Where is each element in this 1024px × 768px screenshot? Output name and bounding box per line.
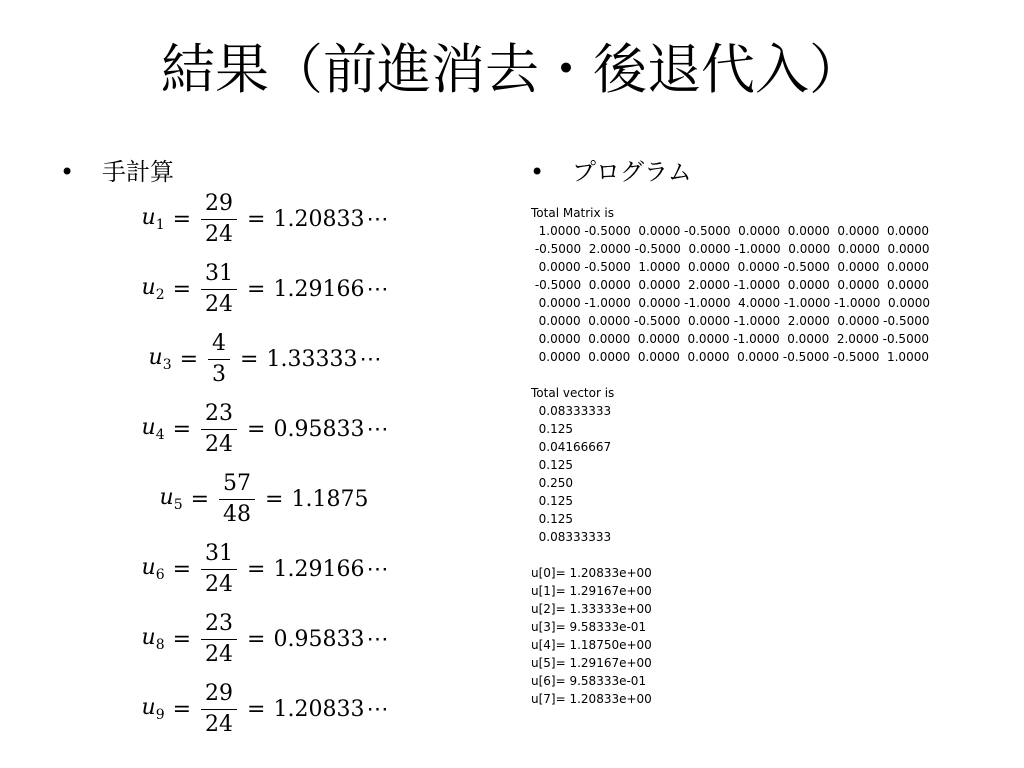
fraction-numerator: 29 bbox=[201, 189, 237, 220]
equation-variable: $u_1$ bbox=[141, 205, 165, 233]
fraction-numerator: 29 bbox=[201, 679, 237, 710]
fraction-denominator: 24 bbox=[205, 571, 234, 597]
ellipsis: ⋯ bbox=[366, 626, 389, 652]
hand-calculation-heading bbox=[60, 157, 174, 187]
equation-subscript: 9 bbox=[155, 707, 165, 723]
equation-row bbox=[120, 324, 410, 394]
ellipsis: ⋯ bbox=[366, 206, 389, 232]
vector-value: 0.08333333 bbox=[531, 404, 612, 418]
equation-subscript: 4 bbox=[155, 427, 165, 443]
equals-sign: = bbox=[240, 346, 259, 372]
ellipsis: ⋯ bbox=[366, 556, 389, 582]
decimal-value: 0.95833 bbox=[273, 626, 365, 652]
vector-value: 0.125 bbox=[531, 458, 573, 472]
decimal-value: 0.95833 bbox=[273, 416, 365, 442]
program-heading bbox=[530, 157, 692, 187]
equals-sign: = bbox=[247, 556, 266, 582]
vector-value: 0.125 bbox=[531, 512, 573, 526]
equation-subscript: 3 bbox=[162, 357, 172, 373]
fraction-numerator: 23 bbox=[201, 609, 237, 640]
equation-variable: $u_8$ bbox=[141, 625, 165, 653]
fraction bbox=[219, 469, 255, 530]
equation-row bbox=[120, 464, 410, 534]
equals-sign: = bbox=[172, 206, 192, 232]
fraction bbox=[201, 259, 237, 320]
matrix-row: -0.5000 0.0000 0.0000 2.0000 -1.0000 0.0000 0.0000 0.0000 bbox=[531, 278, 929, 292]
equation-row bbox=[120, 184, 410, 254]
equation-subscript: 5 bbox=[173, 497, 183, 513]
ellipsis: ⋯ bbox=[366, 276, 389, 302]
equation-row bbox=[120, 674, 410, 744]
fraction bbox=[208, 329, 230, 390]
decimal-value: 1.1875 bbox=[291, 486, 369, 512]
equation-variable: $u_5$ bbox=[159, 485, 183, 513]
result-line: u[5]= 1.29167e+00 bbox=[531, 656, 652, 670]
equals-sign: = bbox=[172, 696, 192, 722]
fraction bbox=[201, 189, 237, 250]
fraction-numerator: 31 bbox=[201, 539, 237, 570]
slide-title: 結果（前進消去・後退代入） bbox=[161, 38, 863, 101]
result-line: u[1]= 1.29167e+00 bbox=[531, 584, 652, 598]
vector-label: Total vector is bbox=[531, 386, 615, 400]
fraction-numerator: 57 bbox=[219, 469, 255, 500]
equation-subscript: 1 bbox=[155, 217, 165, 233]
decimal-value: 1.20833 bbox=[273, 206, 365, 232]
equation-row bbox=[120, 604, 410, 674]
decimal-value: 1.29166 bbox=[273, 276, 365, 302]
fraction-denominator: 48 bbox=[223, 501, 252, 527]
hand-calculation-label: 手計算 bbox=[102, 158, 174, 186]
equals-sign: = bbox=[172, 556, 192, 582]
equation-variable: $u_9$ bbox=[141, 695, 165, 723]
equals-sign: = bbox=[179, 346, 199, 372]
decimal-value: 1.33333 bbox=[266, 346, 358, 372]
ellipsis: ⋯ bbox=[366, 696, 389, 722]
equation-list bbox=[120, 184, 410, 744]
fraction bbox=[201, 539, 237, 600]
ellipsis: ⋯ bbox=[366, 416, 389, 442]
equals-sign: = bbox=[247, 206, 266, 232]
equation-variable: $u_6$ bbox=[141, 555, 165, 583]
result-line: u[6]= 9.58333e-01 bbox=[531, 674, 647, 688]
equation-variable: $u_4$ bbox=[141, 415, 165, 443]
matrix-row: 0.0000 0.0000 0.0000 0.0000 0.0000 -0.5000 -0.5000 1.0000 bbox=[531, 350, 929, 364]
result-line: u[0]= 1.20833e+00 bbox=[531, 566, 652, 580]
equation-subscript: 8 bbox=[155, 637, 165, 653]
equation-subscript: 2 bbox=[155, 287, 165, 303]
equals-sign: = bbox=[247, 626, 266, 652]
equation-row bbox=[120, 254, 410, 324]
ellipsis: ⋯ bbox=[359, 346, 382, 372]
matrix-label: Total Matrix is bbox=[531, 206, 615, 220]
fraction-numerator: 4 bbox=[208, 329, 230, 360]
result-line: u[4]= 1.18750e+00 bbox=[531, 638, 652, 652]
equals-sign: = bbox=[172, 626, 192, 652]
equals-sign: = bbox=[265, 486, 284, 512]
equation-variable: $u_3$ bbox=[148, 345, 172, 373]
matrix-row: 1.0000 -0.5000 0.0000 -0.5000 0.0000 0.0000 0.0000 0.0000 bbox=[531, 224, 929, 238]
vector-value: 0.08333333 bbox=[531, 530, 612, 544]
matrix-row: -0.5000 2.0000 -0.5000 0.0000 -1.0000 0.0000 0.0000 0.0000 bbox=[531, 242, 930, 256]
vector-value: 0.125 bbox=[531, 422, 573, 436]
fraction-denominator: 24 bbox=[205, 221, 234, 247]
equals-sign: = bbox=[190, 486, 210, 512]
matrix-row: 0.0000 0.0000 -0.5000 0.0000 -1.0000 2.0000 0.0000 -0.5000 bbox=[531, 314, 930, 328]
program-label: プログラム bbox=[572, 158, 692, 186]
fraction-denominator: 24 bbox=[205, 711, 234, 737]
equation-subscript: 6 bbox=[155, 567, 165, 583]
equals-sign: = bbox=[247, 276, 266, 302]
fraction bbox=[201, 399, 237, 460]
fraction-denominator: 24 bbox=[205, 641, 234, 667]
equals-sign: = bbox=[247, 416, 266, 442]
fraction-numerator: 23 bbox=[201, 399, 237, 430]
fraction-numerator: 31 bbox=[201, 259, 237, 290]
fraction bbox=[201, 679, 237, 740]
result-line: u[7]= 1.20833e+00 bbox=[531, 692, 652, 706]
matrix-row: 0.0000 0.0000 0.0000 0.0000 -1.0000 0.0000 2.0000 -0.5000 bbox=[531, 332, 929, 346]
result-line: u[3]= 9.58333e-01 bbox=[531, 620, 647, 634]
fraction-denominator: 24 bbox=[205, 291, 234, 317]
equals-sign: = bbox=[172, 416, 192, 442]
blank-line bbox=[531, 546, 930, 564]
equation-row bbox=[120, 394, 410, 464]
matrix-row: 0.0000 -0.5000 1.0000 0.0000 0.0000 -0.5000 0.0000 0.0000 bbox=[531, 260, 929, 274]
equation-row bbox=[120, 534, 410, 604]
fraction-denominator: 24 bbox=[205, 431, 234, 457]
vector-value: 0.125 bbox=[531, 494, 573, 508]
decimal-value: 1.29166 bbox=[273, 556, 365, 582]
fraction bbox=[201, 609, 237, 670]
bullet-dot: • bbox=[530, 158, 545, 186]
result-line: u[2]= 1.33333e+00 bbox=[531, 602, 652, 616]
equation-variable: $u_2$ bbox=[141, 275, 165, 303]
program-output bbox=[531, 204, 930, 708]
decimal-value: 1.20833 bbox=[273, 696, 365, 722]
fraction-denominator: 3 bbox=[212, 361, 227, 387]
matrix-row: 0.0000 -1.0000 0.0000 -1.0000 4.0000 -1.0000 -1.0000 0.0000 bbox=[531, 296, 930, 310]
vector-value: 0.04166667 bbox=[531, 440, 612, 454]
bullet-dot: • bbox=[60, 158, 75, 186]
blank-line bbox=[531, 366, 930, 384]
equals-sign: = bbox=[172, 276, 192, 302]
vector-value: 0.250 bbox=[531, 476, 573, 490]
equals-sign: = bbox=[247, 696, 266, 722]
